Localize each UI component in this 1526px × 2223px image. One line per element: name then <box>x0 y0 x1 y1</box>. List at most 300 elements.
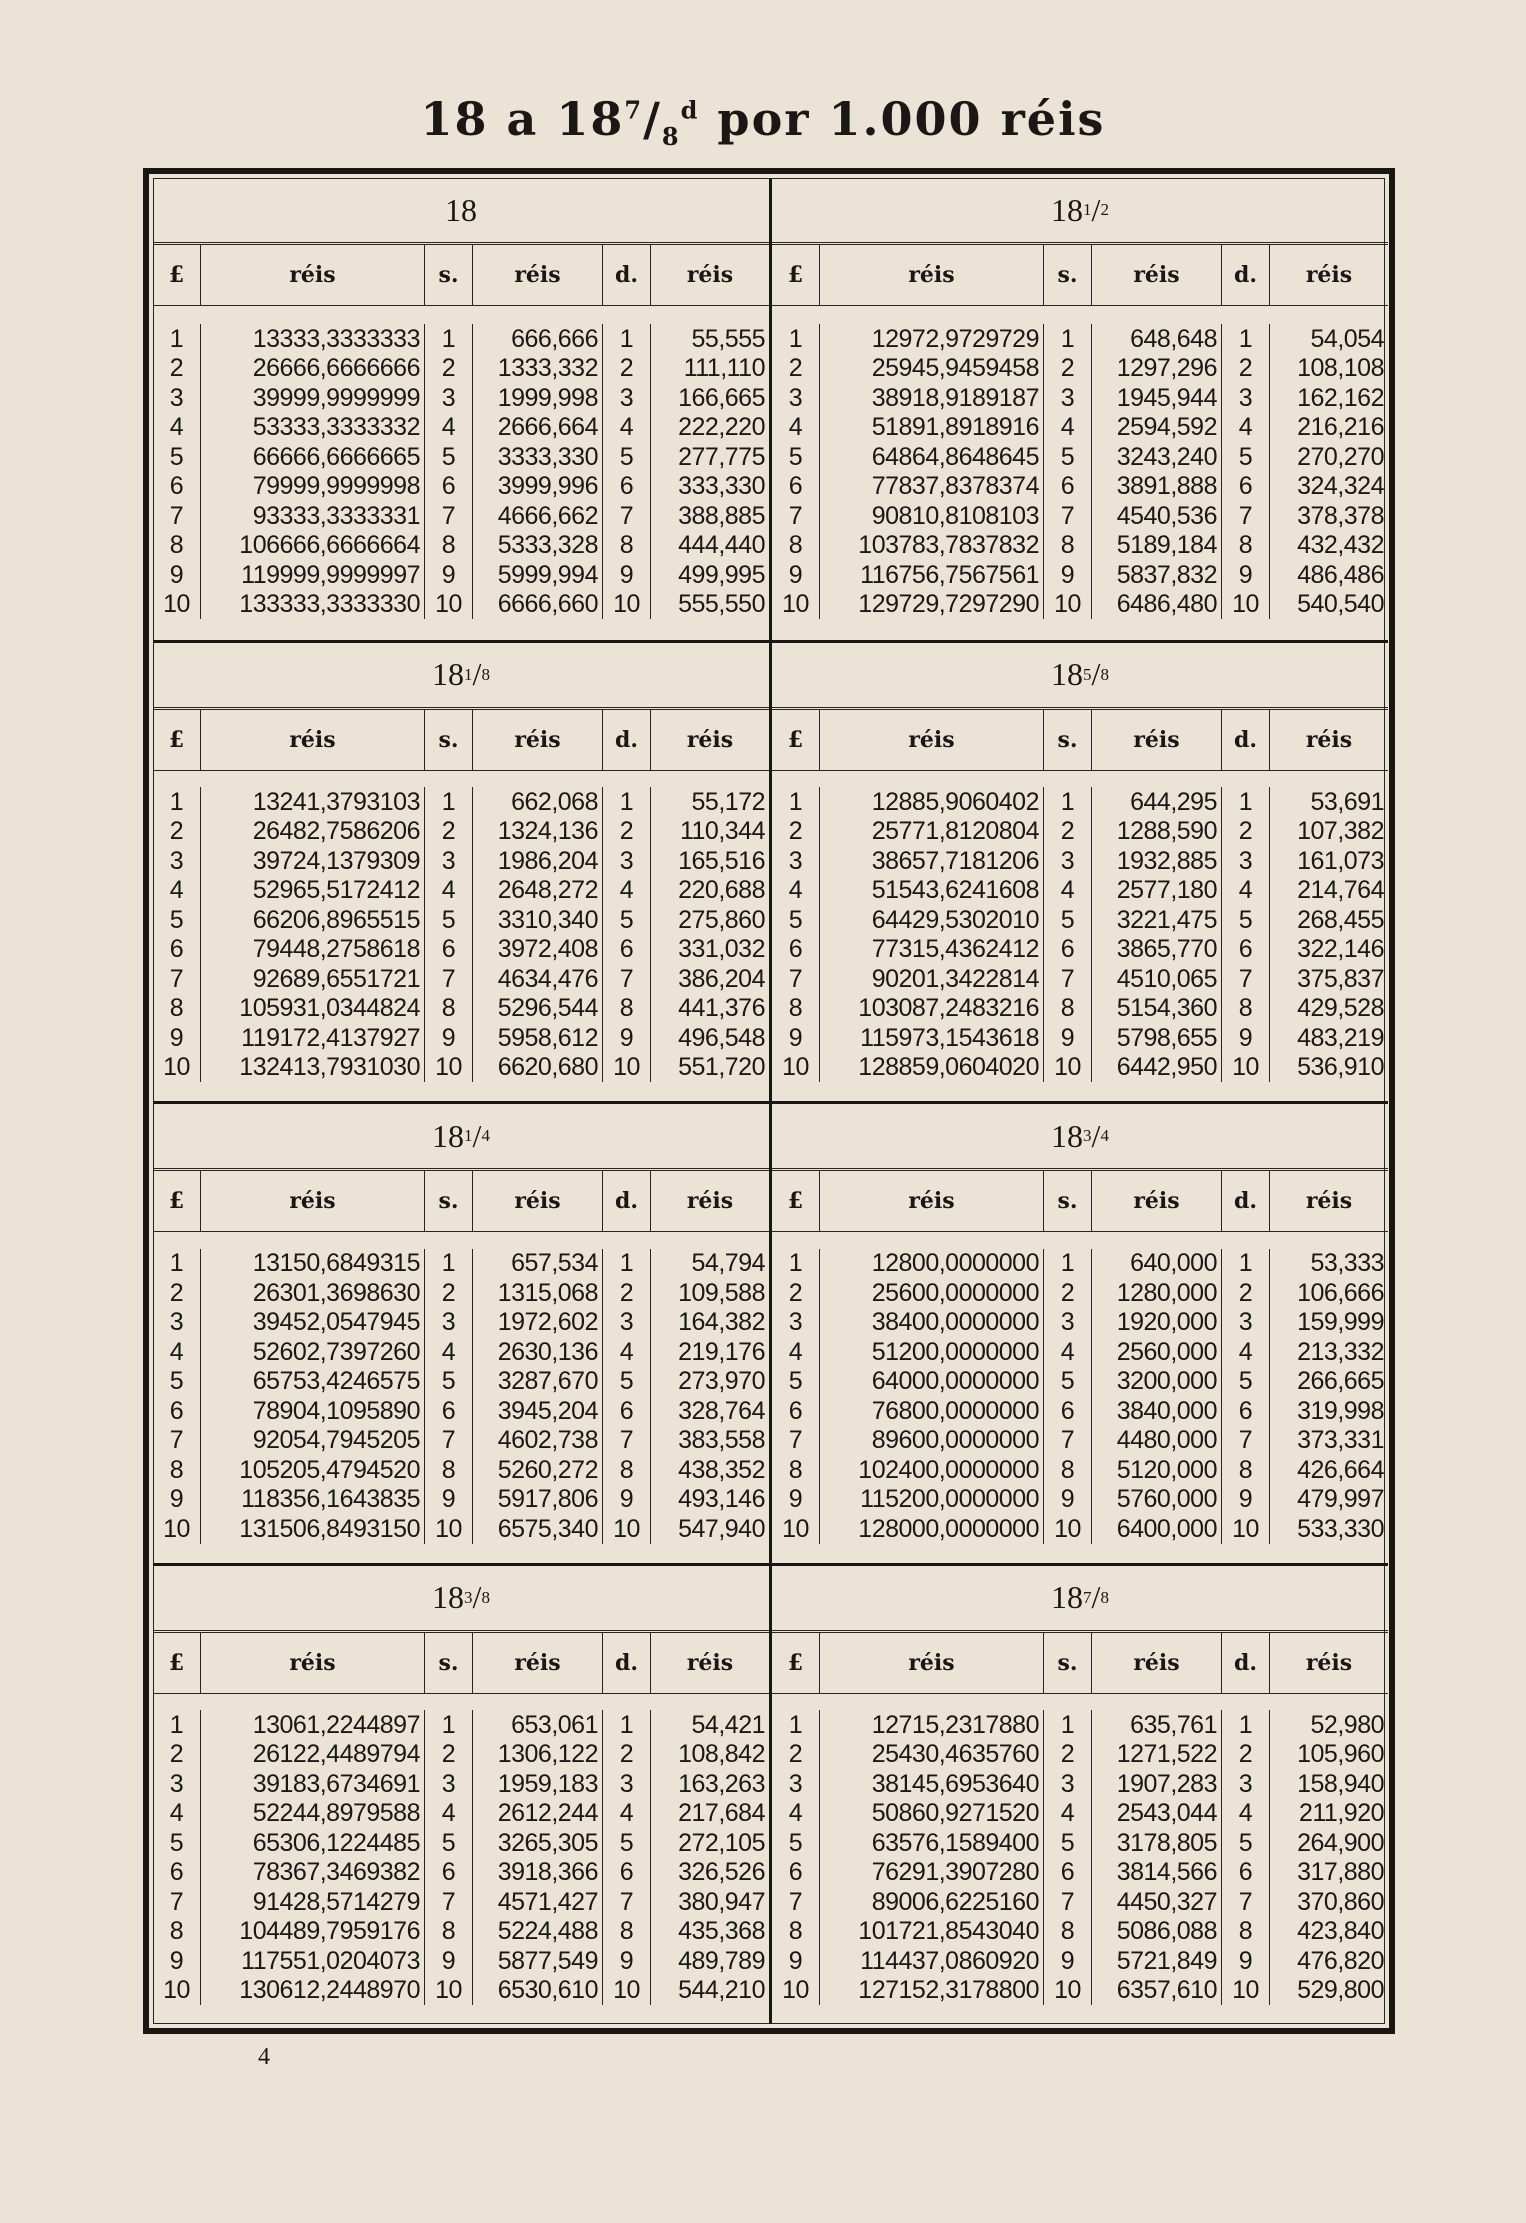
reis-value-cell: 92054,7945205 <box>201 1426 425 1456</box>
quantity-cell: 7 <box>772 501 820 531</box>
reis-value-cell: 5260,272 <box>473 1455 603 1485</box>
reis-value-cell: 666,666 <box>473 324 603 354</box>
quantity-cell: 5 <box>153 905 201 935</box>
reis-value-cell: 133333,3333330 <box>201 590 425 620</box>
reis-value-cell: 489,789 <box>678 1946 765 1975</box>
reis-value-cell: 3333,330 <box>473 442 603 472</box>
quantity-cell: 2 <box>772 1740 820 1770</box>
reis-value-cell: 529,800 <box>1297 1976 1384 2004</box>
quantity-cell: 8 <box>425 1455 473 1485</box>
quantity-cell: 1 <box>603 787 651 817</box>
reis-value-cell: 275,860 <box>678 905 765 934</box>
quantity-cell: 1 <box>153 324 201 354</box>
reis-value-cell: 39724,1379309 <box>201 846 425 876</box>
rate-table-section <box>772 640 1388 1102</box>
quantity-cell: 6 <box>153 1396 201 1426</box>
quantity-cell: 10 <box>603 1053 651 1083</box>
quantity-cell: 1 <box>1222 324 1270 354</box>
reis-value-cell: 26666,6666666 <box>201 354 425 384</box>
reis-value-cell: 1972,602 <box>473 1308 603 1338</box>
quantity-cell: 10 <box>1222 590 1270 620</box>
section-title: 18 1 / 8 <box>153 643 769 710</box>
quantity-cell: 9 <box>772 1946 820 1976</box>
title-rest: por 1.000 réis <box>717 92 1106 146</box>
table-row <box>153 1278 769 1308</box>
quantity-cell: 2 <box>1044 817 1092 847</box>
quantity-cell: 6 <box>425 935 473 965</box>
quantity-cell: 5 <box>772 905 820 935</box>
reis-value-cell: 52244,8979588 <box>201 1799 425 1829</box>
quantity-cell: 9 <box>603 1023 651 1053</box>
quantity-cell: 6 <box>772 472 820 502</box>
section-frac-den: 8 <box>481 664 490 684</box>
quantity-cell: 9 <box>153 1485 201 1515</box>
quantity-cell: 6 <box>1044 1396 1092 1426</box>
reis-value-cell: 3891,888 <box>1092 472 1222 502</box>
column-header: réis <box>686 1188 734 1214</box>
column-header-row <box>153 1171 769 1232</box>
reis-value-cell: 101721,8543040 <box>820 1917 1044 1947</box>
column-header-row <box>772 1633 1388 1694</box>
reis-value-cell: 264,900 <box>1297 1828 1384 1857</box>
quantity-cell: 7 <box>1044 1887 1092 1917</box>
section-title: 18 3 / 8 <box>153 1566 769 1633</box>
column-header: réis <box>201 245 425 305</box>
quantity-cell: 5 <box>772 1367 820 1397</box>
reis-value-cell: 51543,6241608 <box>820 876 1044 906</box>
reis-value-cell: 5760,000 <box>1092 1485 1222 1515</box>
quantity-cell: 5 <box>1222 1828 1270 1858</box>
quantity-cell: 5 <box>1222 905 1270 935</box>
table-body <box>772 1694 1388 2025</box>
quantity-cell: 7 <box>425 501 473 531</box>
column-header: réis <box>201 1633 425 1693</box>
column-header: d. <box>603 245 651 305</box>
reis-value-cell: 51891,8918916 <box>820 413 1044 443</box>
quantity-cell: 10 <box>1044 1053 1092 1083</box>
reis-value-cell: 26301,3698630 <box>201 1278 425 1308</box>
reis-value-cell: 13150,6849315 <box>201 1249 425 1279</box>
column-header: s. <box>425 1633 473 1693</box>
table-row <box>153 354 769 384</box>
quantity-cell: 2 <box>1044 354 1092 384</box>
reis-value-cell: 5837,832 <box>1092 560 1222 590</box>
quantity-cell: 1 <box>1222 1710 1270 1740</box>
reis-value-cell: 375,837 <box>1297 964 1384 993</box>
section-frac-num: 5 <box>1083 664 1092 684</box>
reis-value-cell: 2612,244 <box>473 1799 603 1829</box>
reis-value-cell: 5333,328 <box>473 531 603 561</box>
reis-value-cell: 388,885 <box>678 501 765 530</box>
reis-value-cell: 373,331 <box>1297 1426 1384 1454</box>
reis-value-cell: 272,105 <box>678 1828 765 1857</box>
table-row <box>772 560 1388 590</box>
section-frac-num: 7 <box>1083 1587 1092 1607</box>
column-header-row <box>153 245 769 306</box>
quantity-cell: 2 <box>425 817 473 847</box>
reis-value-cell: 216,216 <box>1297 413 1384 441</box>
quantity-cell: 3 <box>153 383 201 413</box>
quantity-cell: 3 <box>603 1308 651 1338</box>
table-row <box>772 531 1388 561</box>
table-row <box>772 1917 1388 1947</box>
reis-value-cell: 1932,885 <box>1092 846 1222 876</box>
quantity-cell: 6 <box>603 1396 651 1426</box>
quantity-cell: 5 <box>603 1367 651 1397</box>
section-title-number: 18 <box>432 1579 465 1615</box>
quantity-cell: 7 <box>153 501 201 531</box>
column-header: réis <box>820 1171 1044 1231</box>
quantity-cell: 6 <box>1044 935 1092 965</box>
quantity-cell: 7 <box>1044 1426 1092 1456</box>
quantity-cell: 1 <box>1222 787 1270 817</box>
quantity-cell: 6 <box>153 1858 201 1888</box>
reis-value-cell: 166,665 <box>678 383 765 412</box>
reis-value-cell: 429,528 <box>1297 994 1384 1022</box>
column-header: réis <box>201 710 425 770</box>
column-header: s. <box>425 245 473 305</box>
quantity-cell: 4 <box>1044 1799 1092 1829</box>
reis-value-cell: 79448,2758618 <box>201 935 425 965</box>
quantity-cell: 4 <box>603 1799 651 1829</box>
reis-value-cell: 105205,4794520 <box>201 1455 425 1485</box>
title-d: d <box>680 95 700 125</box>
reis-value-cell: 91428,5714279 <box>201 1887 425 1917</box>
reis-value-cell: 111,110 <box>683 354 765 382</box>
reis-value-cell: 217,684 <box>678 1799 765 1827</box>
reis-value-cell: 370,860 <box>1297 1887 1384 1916</box>
reis-value-cell: 496,548 <box>678 1023 765 1052</box>
table-row <box>772 1455 1388 1485</box>
quantity-cell: 8 <box>425 531 473 561</box>
quantity-cell: 2 <box>153 817 201 847</box>
reis-value-cell: 13333,3333333 <box>201 324 425 354</box>
reis-value-cell: 1333,332 <box>473 354 603 384</box>
table-row <box>153 1396 769 1426</box>
table-row <box>772 1710 1388 1740</box>
column-header: d. <box>603 1633 651 1693</box>
column-header: réis <box>1305 1188 1353 1214</box>
quantity-cell: 7 <box>153 1887 201 1917</box>
reis-value-cell: 635,761 <box>1092 1710 1222 1740</box>
quantity-cell: 1 <box>425 1710 473 1740</box>
reis-value-cell: 3840,000 <box>1092 1396 1222 1426</box>
section-title: 18 3 / 4 <box>772 1104 1388 1171</box>
reis-value-cell: 222,220 <box>678 413 765 441</box>
table-row <box>153 905 769 935</box>
column-header: s. <box>1044 1633 1092 1693</box>
reis-value-cell: 1986,204 <box>473 846 603 876</box>
reis-value-cell: 653,061 <box>473 1710 603 1740</box>
title-frac-num: 7 <box>624 95 644 125</box>
reis-value-cell: 38657,7181206 <box>820 846 1044 876</box>
reis-value-cell: 326,526 <box>678 1858 765 1886</box>
table-row <box>153 1740 769 1770</box>
reis-value-cell: 533,330 <box>1297 1514 1384 1543</box>
reis-value-cell: 5224,488 <box>473 1917 603 1947</box>
section-title-number: 18 <box>432 1117 465 1154</box>
reis-value-cell: 5721,849 <box>1092 1946 1222 1976</box>
quantity-cell: 4 <box>1222 876 1270 906</box>
quantity-cell: 1 <box>603 1710 651 1740</box>
reis-value-cell: 6620,680 <box>473 1053 603 1083</box>
table-row <box>153 964 769 994</box>
table-row <box>153 1769 769 1799</box>
section-title: 18 7 / 8 <box>772 1566 1388 1633</box>
table-row <box>772 1769 1388 1799</box>
table-row <box>153 590 769 620</box>
reis-value-cell: 2577,180 <box>1092 876 1222 906</box>
reis-value-cell: 551,720 <box>678 1053 765 1081</box>
section-title-number: 18 <box>1051 1579 1084 1615</box>
reis-value-cell: 319,998 <box>1297 1396 1384 1425</box>
reis-value-cell: 89600,0000000 <box>820 1426 1044 1456</box>
quantity-cell: 3 <box>772 846 820 876</box>
quantity-cell: 6 <box>1044 1858 1092 1888</box>
quantity-cell: 9 <box>1044 560 1092 590</box>
column-header: réis <box>1305 262 1353 288</box>
reis-value-cell: 110,344 <box>679 817 765 845</box>
quantity-cell: 3 <box>1222 383 1270 413</box>
column-header: £ <box>153 245 201 305</box>
table-row <box>772 1367 1388 1397</box>
column-header-row <box>153 1633 769 1694</box>
quantity-cell: 10 <box>1044 1976 1092 2006</box>
reis-value-cell: 52602,7397260 <box>201 1337 425 1367</box>
table-row <box>772 1828 1388 1858</box>
quantity-cell: 4 <box>153 876 201 906</box>
quantity-cell: 5 <box>603 1828 651 1858</box>
table-row <box>153 1710 769 1740</box>
reis-value-cell: 1271,522 <box>1092 1740 1222 1770</box>
quantity-cell: 2 <box>1044 1740 1092 1770</box>
table-row <box>772 590 1388 620</box>
quantity-cell: 2 <box>772 1278 820 1308</box>
table-row <box>153 1455 769 1485</box>
reis-value-cell: 118356,1643835 <box>201 1485 425 1515</box>
reis-value-cell: 53,691 <box>1310 787 1384 816</box>
quantity-cell: 9 <box>603 1485 651 1515</box>
reis-value-cell: 3178,805 <box>1092 1828 1222 1858</box>
reis-value-cell: 12885,9060402 <box>820 787 1044 817</box>
table-frame <box>143 168 1395 2034</box>
reis-value-cell: 108,842 <box>678 1740 765 1768</box>
column-header: s. <box>1044 245 1092 305</box>
column-header: réis <box>473 245 603 305</box>
reis-value-cell: 38400,0000000 <box>820 1308 1044 1338</box>
reis-value-cell: 106,666 <box>1297 1278 1384 1307</box>
page-number: 4 <box>258 2044 270 2070</box>
section-title <box>153 178 769 245</box>
quantity-cell: 8 <box>1222 1455 1270 1485</box>
quantity-cell: 1 <box>772 1249 820 1279</box>
quantity-cell: 10 <box>425 1053 473 1083</box>
section-frac-num: 1 <box>464 664 473 684</box>
reis-value-cell: 386,204 <box>678 964 765 993</box>
reis-value-cell: 6486,480 <box>1092 590 1222 620</box>
section-frac-den: 4 <box>1100 1126 1109 1145</box>
quantity-cell: 2 <box>1222 1278 1270 1308</box>
quantity-cell: 10 <box>772 1976 820 2006</box>
quantity-cell: 7 <box>1222 1887 1270 1917</box>
reis-value-cell: 105,960 <box>1297 1740 1384 1768</box>
quantity-cell: 1 <box>153 1249 201 1279</box>
column-header: d. <box>603 710 651 770</box>
quantity-cell: 1 <box>425 324 473 354</box>
quantity-cell: 5 <box>425 442 473 472</box>
quantity-cell: 5 <box>1222 442 1270 472</box>
section-title-number: 18 <box>1051 1117 1084 1154</box>
reis-value-cell: 13061,2244897 <box>201 1710 425 1740</box>
column-header: réis <box>1305 726 1353 753</box>
reis-value-cell: 4540,536 <box>1092 501 1222 531</box>
table-body <box>153 771 769 1102</box>
reis-value-cell: 4450,327 <box>1092 1887 1222 1917</box>
quantity-cell: 5 <box>425 1828 473 1858</box>
reis-value-cell: 52,980 <box>1310 1710 1384 1739</box>
quantity-cell: 1 <box>1044 1710 1092 1740</box>
quantity-cell: 2 <box>153 1740 201 1770</box>
table-row <box>153 1917 769 1947</box>
reis-value-cell: 1297,296 <box>1092 354 1222 384</box>
reis-value-cell: 380,947 <box>678 1887 765 1916</box>
column-header: réis <box>201 1171 425 1231</box>
quantity-cell: 5 <box>425 905 473 935</box>
rate-table-section <box>153 1101 772 1563</box>
table-row <box>153 501 769 531</box>
reis-value-cell: 432,432 <box>1297 531 1384 559</box>
quantity-cell: 7 <box>603 964 651 994</box>
quantity-cell: 7 <box>1222 1426 1270 1456</box>
quantity-cell: 7 <box>425 964 473 994</box>
quantity-cell: 6 <box>603 935 651 965</box>
reis-value-cell: 78367,3469382 <box>201 1858 425 1888</box>
reis-value-cell: 444,440 <box>678 531 765 559</box>
reis-value-cell: 54,054 <box>1310 324 1384 353</box>
table-row <box>772 1946 1388 1976</box>
quantity-cell: 1 <box>153 787 201 817</box>
column-header: £ <box>772 1171 820 1231</box>
column-header: réis <box>1092 1171 1222 1231</box>
quantity-cell: 8 <box>425 1917 473 1947</box>
quantity-cell: 7 <box>772 1887 820 1917</box>
reis-value-cell: 51200,0000000 <box>820 1337 1044 1367</box>
reis-value-cell: 3265,305 <box>473 1828 603 1858</box>
quantity-cell: 3 <box>153 1769 201 1799</box>
reis-value-cell: 132413,7931030 <box>201 1053 425 1083</box>
quantity-cell: 5 <box>1044 905 1092 935</box>
quantity-cell: 3 <box>1044 1308 1092 1338</box>
reis-value-cell: 6530,610 <box>473 1976 603 2006</box>
reis-value-cell: 52965,5172412 <box>201 876 425 906</box>
quantity-cell: 5 <box>153 442 201 472</box>
quantity-cell: 10 <box>1222 1514 1270 1544</box>
reis-value-cell: 25600,0000000 <box>820 1278 1044 1308</box>
reis-value-cell: 6357,610 <box>1092 1976 1222 2006</box>
reis-value-cell: 383,558 <box>678 1426 765 1454</box>
quantity-cell: 4 <box>425 1799 473 1829</box>
reis-value-cell: 108,108 <box>1297 354 1384 382</box>
reis-value-cell: 115200,0000000 <box>820 1485 1044 1515</box>
quantity-cell: 9 <box>153 560 201 590</box>
reis-value-cell: 2666,664 <box>473 413 603 443</box>
reis-value-cell: 129729,7297290 <box>820 590 1044 620</box>
reis-value-cell: 1920,000 <box>1092 1308 1222 1338</box>
rate-table-section <box>772 1563 1388 2025</box>
quantity-cell: 6 <box>425 1396 473 1426</box>
reis-value-cell: 5877,549 <box>473 1946 603 1976</box>
quantity-cell: 2 <box>1222 354 1270 384</box>
reis-value-cell: 66206,8965515 <box>201 905 425 935</box>
reis-value-cell: 479,997 <box>1297 1485 1384 1513</box>
quantity-cell: 10 <box>1044 590 1092 620</box>
reis-value-cell: 378,378 <box>1297 501 1384 530</box>
reis-value-cell: 5086,088 <box>1092 1917 1222 1947</box>
reis-value-cell: 640,000 <box>1092 1249 1222 1279</box>
table-body <box>772 771 1388 1102</box>
quantity-cell: 6 <box>425 472 473 502</box>
reis-value-cell: 89006,6225160 <box>820 1887 1044 1917</box>
reis-value-cell: 4510,065 <box>1092 964 1222 994</box>
quantity-cell: 9 <box>1044 1485 1092 1515</box>
quantity-cell: 7 <box>603 1887 651 1917</box>
table-row <box>153 876 769 906</box>
section-title: 18 5 / 8 <box>772 643 1388 710</box>
column-header: s. <box>1044 710 1092 770</box>
quantity-cell: 10 <box>603 1514 651 1544</box>
quantity-cell: 8 <box>1222 531 1270 561</box>
section-title-number: 18 <box>432 656 465 692</box>
table-row <box>772 1053 1388 1083</box>
quantity-cell: 4 <box>425 1337 473 1367</box>
reis-value-cell: 1288,590 <box>1092 817 1222 847</box>
reis-value-cell: 544,210 <box>678 1976 765 2004</box>
reis-value-cell: 77837,8378374 <box>820 472 1044 502</box>
quantity-cell: 4 <box>1222 1337 1270 1367</box>
section-frac-num: 3 <box>1083 1126 1092 1145</box>
reis-value-cell: 116756,7567561 <box>820 560 1044 590</box>
reis-value-cell: 324,324 <box>1297 472 1384 500</box>
table-row <box>153 442 769 472</box>
quantity-cell: 10 <box>425 1976 473 2006</box>
table-row <box>772 472 1388 502</box>
reis-value-cell: 426,664 <box>1297 1455 1384 1484</box>
reis-value-cell: 103087,2483216 <box>820 994 1044 1024</box>
quantity-cell: 1 <box>1044 1249 1092 1279</box>
reis-value-cell: 536,910 <box>1297 1053 1384 1081</box>
quantity-cell: 2 <box>425 354 473 384</box>
table-row <box>772 905 1388 935</box>
quantity-cell: 10 <box>772 1053 820 1083</box>
reis-value-cell: 127152,3178800 <box>820 1976 1044 2006</box>
quantity-cell: 3 <box>425 846 473 876</box>
quantity-cell: 9 <box>603 1946 651 1976</box>
table-body <box>772 1232 1388 1563</box>
reis-value-cell: 211,920 <box>1298 1799 1384 1827</box>
column-header: s. <box>425 710 473 770</box>
reis-value-cell: 277,775 <box>678 442 765 471</box>
reis-value-cell: 317,880 <box>1297 1858 1384 1886</box>
reis-value-cell: 4480,000 <box>1092 1426 1222 1456</box>
quantity-cell: 2 <box>1044 1278 1092 1308</box>
reis-value-cell: 65306,1224485 <box>201 1828 425 1858</box>
reis-value-cell: 119999,9999997 <box>201 560 425 590</box>
quantity-cell: 9 <box>1222 1485 1270 1515</box>
reis-value-cell: 1959,183 <box>473 1769 603 1799</box>
table-body <box>153 1232 769 1563</box>
table-row <box>772 1337 1388 1367</box>
reis-value-cell: 39183,6734691 <box>201 1769 425 1799</box>
